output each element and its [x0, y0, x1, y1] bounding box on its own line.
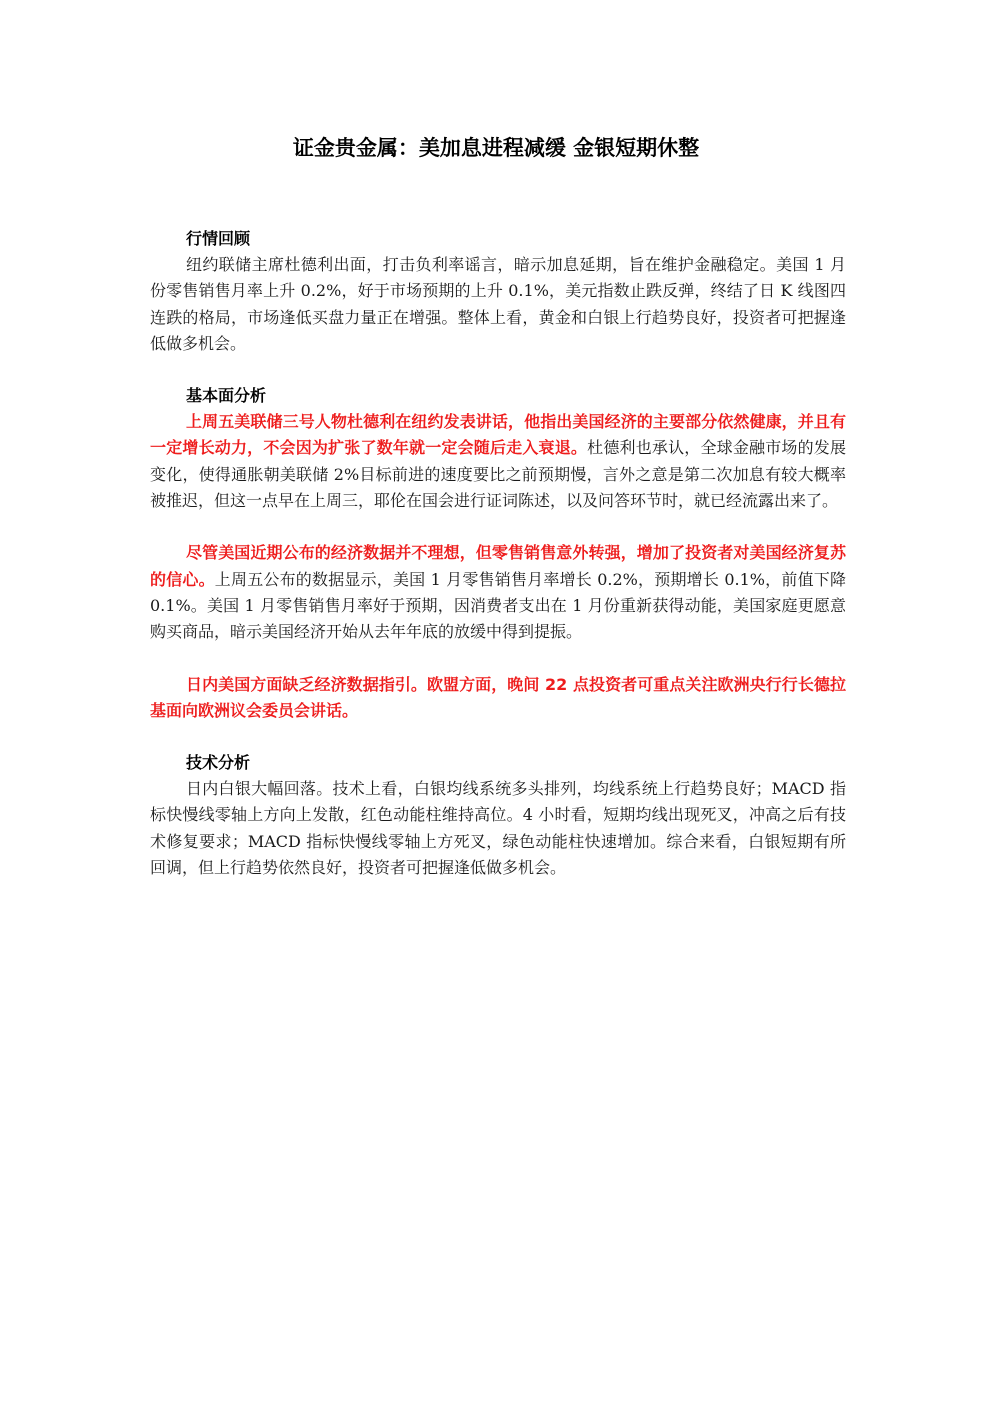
paragraph — [150, 252, 846, 357]
paragraph-text: 杜德利也承认，全球金融市场的发展变化，使得通胀朝美联储 2%目标前进的速度要比之前预期慢，言外之意是第二次加息有较大概率被推迟，但这一点早在上周三，耶伦在国会进行证词陈述，以及问答环节时，就已经流露出来了。 — [150, 438, 846, 511]
paragraph-text: 日内白银大幅回落。技术上看，白银均线系统多头排列，均线系统上行趋势良好；MACD 指标快慢线零轴上方向上发散，红色动能柱维持高位。4 小时看，短期均线出现死叉，冲高之后有技术修复要求；MACD 指标快慢线零轴上方死叉，绿色动能柱快速增加。综合来看，白银短期有所回调，但上行趋势依然良好，投资者可把握逢低做多机会。 — [150, 779, 846, 878]
paragraph-emphasis: 上周五美联储三号人物杜德利在纽约发表讲话，他指出美国经济的主要部分依然健康，并且有一定增长动力，不会因为扩张了数年就一定会随后走入衰退。 — [150, 412, 846, 458]
section-heading: 行情回顾 — [186, 229, 251, 248]
spacer — [150, 646, 846, 672]
paragraph — [150, 776, 846, 881]
paragraph-text: 上周五公布的数据显示，美国 1 月零售销售月率增长 0.2%，预期增长 0.1%，前值下降 0.1%。美国 1 月零售销售月率好于预期，因消费者支出在 1 月份重新获得动能，美国家庭更愿意购买商品，暗示美国经济开始从去年年底的放缓中得到提振。 — [150, 569, 846, 642]
section-fundamental-analysis — [150, 383, 846, 724]
paragraph-emphasis: 尽管美国近期公布的经济数据并不理想，但零售销售意外转强，增加了投资者对美国经济复苏的信心。 — [150, 543, 846, 589]
spacer — [150, 724, 846, 750]
paragraph-emphasis: 日内美国方面缺乏经济数据指引。欧盟方面，晚间 22 点投资者可重点关注欧洲央行行长德拉基面向欧洲议会委员会讲话。 — [150, 674, 846, 720]
section-heading: 基本面分析 — [186, 386, 267, 406]
section-heading: 技术分析 — [186, 753, 251, 773]
section-market-review — [150, 226, 846, 357]
paragraph-text: 纽约联储主席杜德利出面，打击负利率谣言，暗示加息延期，旨在维护金融稳定。美国 1 月份零售销售月率上升 0.2%，好于市场预期的上升 0.1%，美元指数止跌反弹，终结了日 K 线图四连跌的格局，市场逢低买盘力量正在增强。整体上看，黄金和白银上行趋势良好，投资者可把握逢低做多机会。 — [150, 255, 846, 353]
spacer — [150, 357, 846, 383]
document-body — [150, 226, 846, 881]
document-title: 证金贵金属：美加息进程减缓 金银短期休整 — [292, 136, 700, 160]
spacer — [150, 514, 846, 540]
section-technical-analysis — [150, 750, 846, 881]
paragraph — [150, 672, 846, 725]
paragraph — [150, 409, 846, 514]
paragraph — [150, 540, 846, 645]
